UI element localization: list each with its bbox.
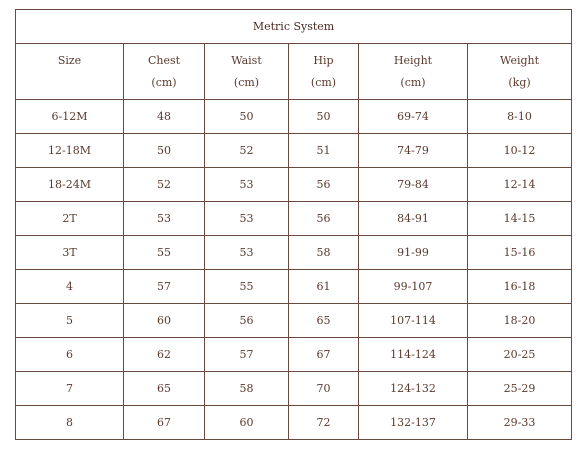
table-row xyxy=(16,338,572,372)
header-height xyxy=(359,44,468,100)
cell-height: 91-99 xyxy=(359,236,468,270)
cell-size: 18-24M xyxy=(16,168,124,202)
header-chest xyxy=(124,44,205,100)
cell-height: 132-137 xyxy=(359,406,468,440)
header-label: Height xyxy=(393,53,433,67)
header-weight xyxy=(468,44,572,100)
cell-size: 6 xyxy=(16,338,124,372)
cell-waist: 58 xyxy=(205,372,289,406)
cell-hip: 56 xyxy=(289,168,359,202)
cell-height: 99-107 xyxy=(359,270,468,304)
header-unit: (cm) xyxy=(151,75,177,89)
cell-size: 12-18M xyxy=(16,134,124,168)
cell-weight: 8-10 xyxy=(468,100,572,134)
cell-waist: 53 xyxy=(205,168,289,202)
cell-height: 84-91 xyxy=(359,202,468,236)
header-hip xyxy=(289,44,359,100)
cell-chest: 60 xyxy=(124,304,205,338)
table-row xyxy=(16,406,572,440)
cell-chest: 62 xyxy=(124,338,205,372)
cell-chest: 67 xyxy=(124,406,205,440)
cell-size: 2T xyxy=(16,202,124,236)
cell-hip: 51 xyxy=(289,134,359,168)
cell-chest: 65 xyxy=(124,372,205,406)
header-size xyxy=(16,44,124,100)
cell-waist: 60 xyxy=(205,406,289,440)
cell-chest: 50 xyxy=(124,134,205,168)
cell-weight: 12-14 xyxy=(468,168,572,202)
cell-size: 8 xyxy=(16,406,124,440)
title-row xyxy=(16,10,572,44)
table-title: Metric System xyxy=(16,10,572,44)
table-row xyxy=(16,304,572,338)
table-row xyxy=(16,134,572,168)
header-unit xyxy=(16,72,123,94)
header-label: Chest xyxy=(147,53,181,67)
cell-chest: 55 xyxy=(124,236,205,270)
header-unit: (cm) xyxy=(233,75,260,89)
cell-chest: 53 xyxy=(124,202,205,236)
cell-weight: 25-29 xyxy=(468,372,572,406)
header-unit: (cm) xyxy=(310,75,337,89)
cell-hip: 67 xyxy=(289,338,359,372)
cell-height: 74-79 xyxy=(359,134,468,168)
cell-waist: 56 xyxy=(205,304,289,338)
table-row xyxy=(16,372,572,406)
cell-size: 4 xyxy=(16,270,124,304)
cell-hip: 61 xyxy=(289,270,359,304)
cell-size: 7 xyxy=(16,372,124,406)
table-row xyxy=(16,202,572,236)
cell-height: 124-132 xyxy=(359,372,468,406)
cell-size: 5 xyxy=(16,304,124,338)
cell-size: 6-12M xyxy=(16,100,124,134)
table-row xyxy=(16,168,572,202)
cell-weight: 16-18 xyxy=(468,270,572,304)
cell-weight: 10-12 xyxy=(468,134,572,168)
table-row xyxy=(16,270,572,304)
cell-size: 3T xyxy=(16,236,124,270)
header-unit: (kg) xyxy=(508,75,531,89)
cell-weight: 14-15 xyxy=(468,202,572,236)
table-row xyxy=(16,100,572,134)
cell-weight: 29-33 xyxy=(468,406,572,440)
cell-waist: 50 xyxy=(205,100,289,134)
cell-hip: 58 xyxy=(289,236,359,270)
cell-weight: 15-16 xyxy=(468,236,572,270)
cell-waist: 53 xyxy=(205,202,289,236)
cell-height: 114-124 xyxy=(359,338,468,372)
cell-weight: 18-20 xyxy=(468,304,572,338)
cell-hip: 56 xyxy=(289,202,359,236)
cell-chest: 48 xyxy=(124,100,205,134)
table-body xyxy=(16,100,572,440)
cell-height: 69-74 xyxy=(359,100,468,134)
cell-weight: 20-25 xyxy=(468,338,572,372)
cell-chest: 57 xyxy=(124,270,205,304)
cell-height: 107-114 xyxy=(359,304,468,338)
header-row xyxy=(16,44,572,100)
header-waist xyxy=(205,44,289,100)
cell-waist: 53 xyxy=(205,236,289,270)
header-label: Weight xyxy=(500,53,540,67)
cell-waist: 52 xyxy=(205,134,289,168)
header-label: Hip xyxy=(313,53,334,67)
size-chart-table xyxy=(15,9,572,440)
cell-hip: 50 xyxy=(289,100,359,134)
header-label: Size xyxy=(57,53,82,67)
header-label: Waist xyxy=(231,53,262,67)
cell-waist: 55 xyxy=(205,270,289,304)
cell-chest: 52 xyxy=(124,168,205,202)
header-unit: (cm) xyxy=(400,75,426,89)
cell-waist: 57 xyxy=(205,338,289,372)
table-row xyxy=(16,236,572,270)
cell-hip: 70 xyxy=(289,372,359,406)
cell-hip: 72 xyxy=(289,406,359,440)
cell-hip: 65 xyxy=(289,304,359,338)
cell-height: 79-84 xyxy=(359,168,468,202)
